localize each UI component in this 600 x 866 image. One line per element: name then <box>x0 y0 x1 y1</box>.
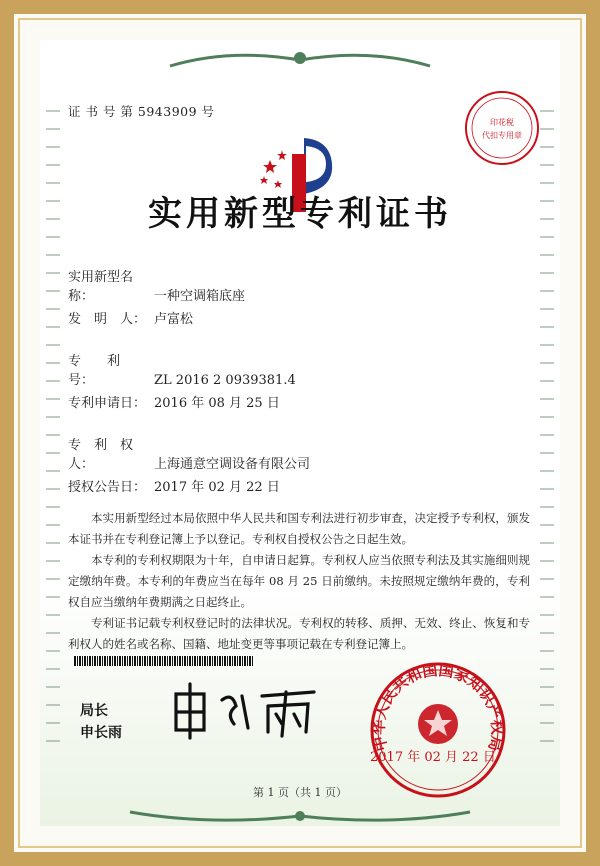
field-value: 上海通意空调设备有限公司 <box>154 457 311 472</box>
top-ornament-icon <box>160 48 440 70</box>
seal-date: 2017 年 02 月 22 日 <box>370 750 496 765</box>
field-inventor <box>68 308 193 327</box>
field-value: 2016 年 08 月 25 日 <box>154 396 280 411</box>
svg-text:印花税: 印花税 <box>490 118 514 127</box>
svg-text:中华人民共和国国家知识产权局: 中华人民共和国国家知识产权局 <box>369 661 507 754</box>
bottom-ornament-icon <box>120 808 480 826</box>
field-value: 2017 年 02 月 22 日 <box>154 480 280 495</box>
official-seal <box>368 660 508 800</box>
field-value: 卢富松 <box>154 312 194 327</box>
body-paragraph: 本实用新型经过本局依照中华人民共和国专利法进行初步审查，决定授予专利权，颁发本证书并在专利登记簿上予以登记。专利权自授权公告之日起生效。 <box>68 511 530 546</box>
field-patentee <box>68 434 310 472</box>
page-number: 第 1 页（共 1 页） <box>253 786 347 799</box>
certificate-paper <box>40 40 560 826</box>
certificate-body <box>68 508 530 655</box>
field-patent-number <box>68 350 296 388</box>
field-utility-model-name <box>68 266 245 304</box>
certificate-title: 实用新型专利证书 <box>148 194 452 234</box>
body-paragraph: 本专利的专利权期限为十年，自申请日起算。专利权人应当依照专利法及其实施细则规定缴纳年费。本专利的年费应当在每年 08 月 25 日前缴纳。未按照规定缴纳年费的，专利权自应当缴纳年费期满之日起终止。 <box>68 553 530 609</box>
field-announcement-date <box>68 476 280 495</box>
certificate-number: 证 书 号 第 5943909 号 <box>68 104 215 119</box>
field-label: 发 明 人： <box>68 312 147 327</box>
field-application-date <box>68 392 280 411</box>
field-label: 专 利 号： <box>68 354 134 388</box>
director-name: 申长雨 <box>80 725 122 741</box>
body-paragraph: 专利证书记载专利权登记时的法律状况。专利权的转移、质押、无效、终止、恢复和专利权人的姓名或名称、国籍、地址变更等事项记载在专利登记簿上。 <box>68 616 530 651</box>
tax-stamp-seal <box>462 88 542 168</box>
svg-text:代扣专用章: 代扣专用章 <box>482 131 522 140</box>
field-label: 授权公告日： <box>68 480 147 495</box>
field-value: ZL 2016 2 0939381.4 <box>154 373 296 388</box>
field-value: 一种空调箱底座 <box>154 289 246 304</box>
field-label: 专利申请日： <box>68 396 147 411</box>
director-signature <box>170 680 320 740</box>
barcode <box>74 656 254 666</box>
director-title: 局长 <box>80 703 108 719</box>
field-label: 实用新型名称： <box>68 270 134 304</box>
field-label: 专 利 权 人： <box>68 438 147 472</box>
